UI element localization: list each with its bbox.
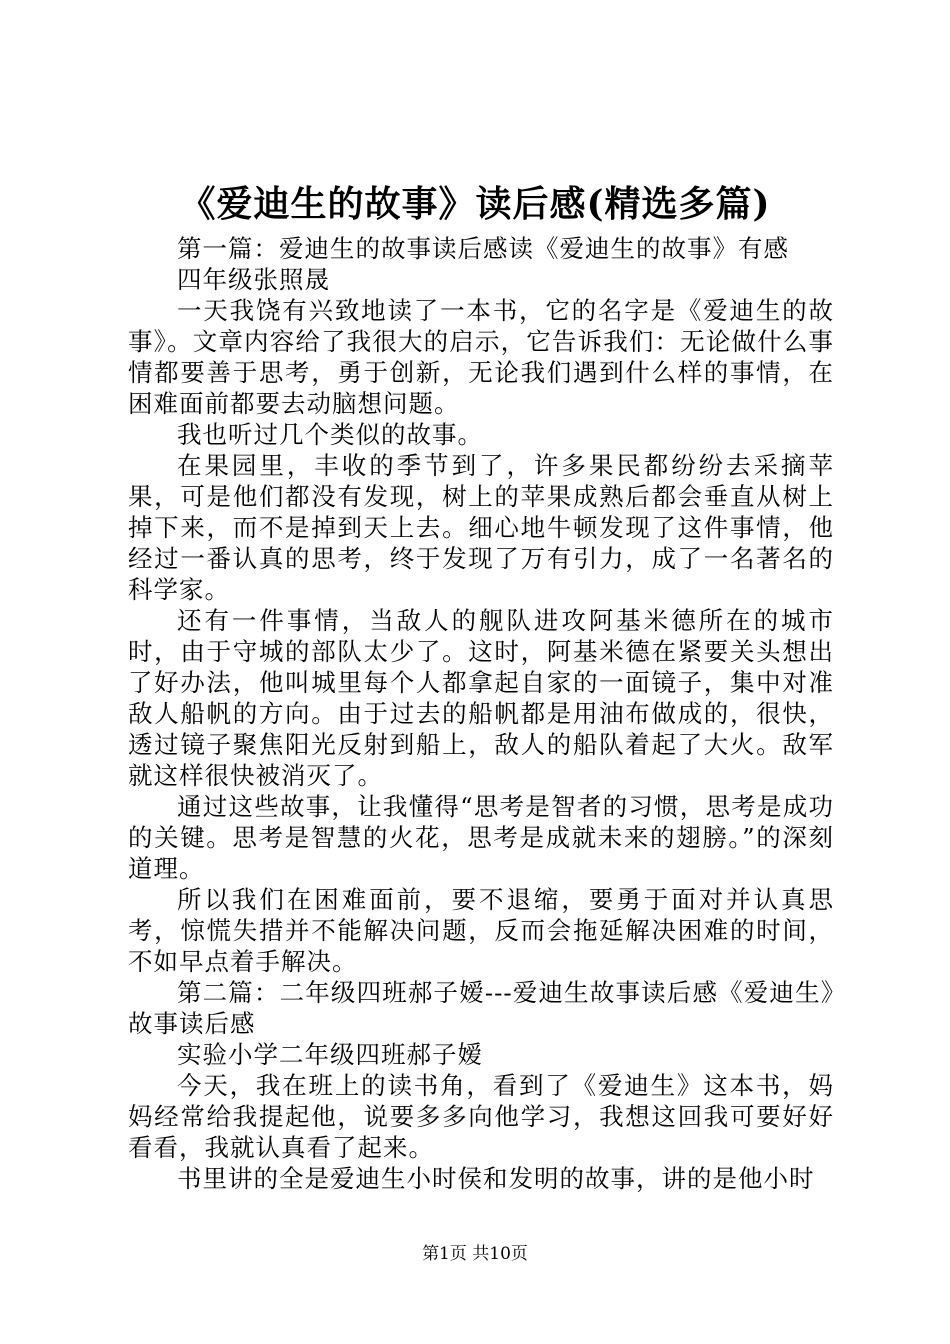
- document-body: [128, 233, 834, 1194]
- paragraph: 还有一件事情，当敌人的舰队进攻阿基米德所在的城市时，由于守城的部队太少了。这时，阿基米德在紧要关头想出了好办法，他叫城里每个人都拿起自家的一面镜子，集中对准敌人船帆的方向。由于过去的船帆都是用油布做成的，很快，透过镜子聚焦阳光反射到船上，敌人的船队着起了大火。敌军就这样很快被消灭了。: [128, 606, 834, 790]
- paragraph: 所以我们在困难面前，要不退缩，要勇于面对并认真思考，惊慌失措并不能解决问题，反而会拖延解决困难的时间，不如早点着手解决。: [128, 885, 834, 976]
- paragraph-heading-2: 第二篇：二年级四班郝子嫒---爱迪生故事读后感《爱迪生》故事读后感: [128, 978, 834, 1038]
- page-title: 《爱迪生的故事》读后感(精选多篇): [179, 183, 771, 225]
- paragraph: 我也听过几个类似的故事。: [177, 420, 483, 449]
- paragraph: 通过这些故事，让我懂得“思考是智者的习惯，思考是成功的关键。思考是智慧的火花，思考是成就未来的翅膀。”的深刻道理。: [128, 792, 834, 883]
- paragraph-heading-1: 第一篇：爱迪生的故事读后感读《爱迪生的故事》有感: [177, 234, 789, 263]
- paragraph: 一天我饶有兴致地读了一本书，它的名字是《爱迪生的故事》。文章内容给了我很大的启示，它告诉我们：无论做什么事情都要善于思考，勇于创新，无论我们遇到什么样的事情，在困难面前都要去动脑想问题。: [128, 296, 834, 418]
- paragraph-author-2: 实验小学二年级四班郝子嫒: [177, 1040, 483, 1069]
- page-footer: 第1页 共10页: [422, 1244, 528, 1264]
- paragraph-author-1: 四年级张照晟: [177, 265, 330, 294]
- paragraph: 今天，我在班上的读书角，看到了《爱迪生》这本书，妈妈经常给我提起他，说要多多向他学习，我想这回我可要好好看看，我就认真看了起来。: [128, 1071, 834, 1162]
- paragraph: 书里讲的全是爱迪生小时侯和发明的故事，讲的是他小时: [177, 1164, 815, 1193]
- paragraph: 在果园里，丰收的季节到了，许多果民都纷纷去采摘苹果，可是他们都没有发现，树上的苹果成熟后都会垂直从树上掉下来，而不是掉到天上去。细心地牛顿发现了这件事情，他经过一番认真的思考，终于发现了万有引力，成了一名著名的科学家。: [128, 451, 834, 604]
